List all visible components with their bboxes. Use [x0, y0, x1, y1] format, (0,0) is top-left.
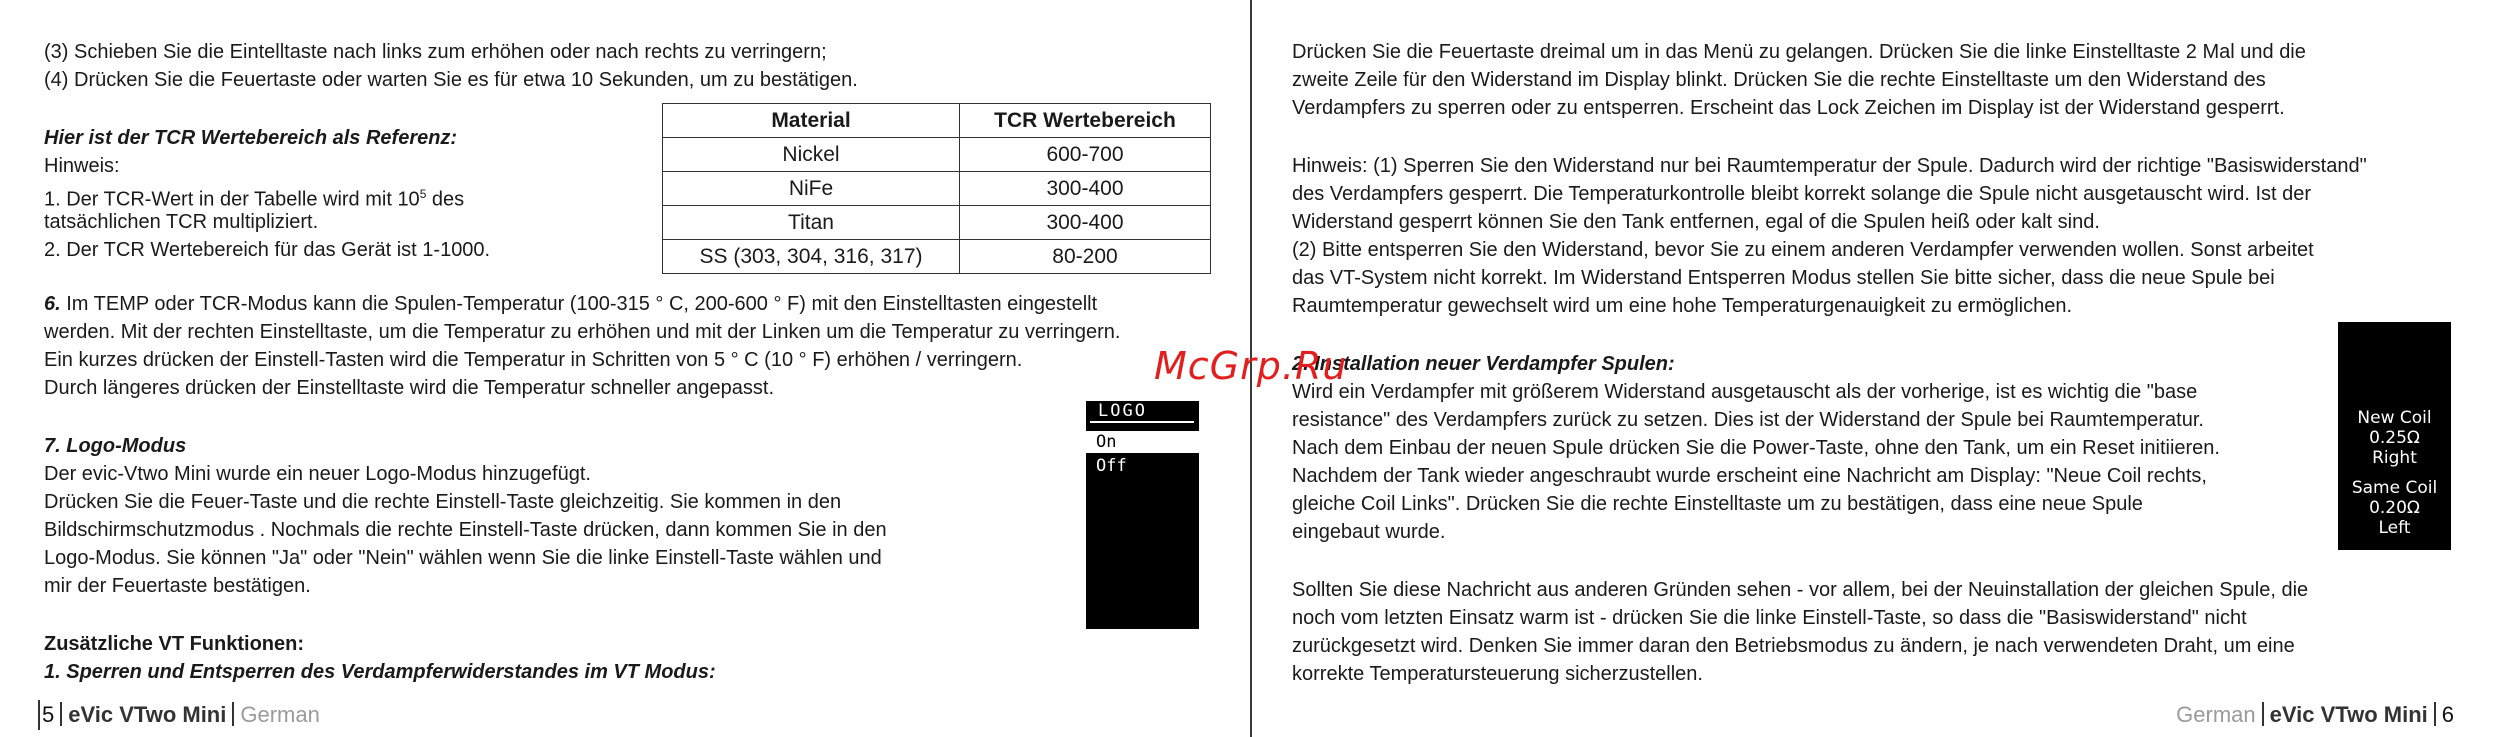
tcr-heading: Hier ist der TCR Wertebereich als Referenz: [44, 127, 458, 149]
final-line-4: korrekte Temperatursteuerung sicherzustellen. [1292, 663, 1703, 685]
install-heading: 2. Installation neuer Verdampfer Spulen: [1292, 353, 1675, 375]
intro-line-3: Verdampfers zu sperren oder zu entsperren. Erscheint das Lock Zeichen im Display ist der Widerstand gesperrt. [1292, 97, 2285, 119]
same-coil-side: Left [2378, 518, 2411, 538]
hint-line-2: des Verdampfers gesperrt. Die Temperaturkontrolle bleibt korrekt solange die Spule nicht ausgetauscht wird. Ist der [1292, 183, 2312, 205]
table-cell-tcr: 600-700 [960, 138, 1211, 172]
table-cell-material: SS (303, 304, 316, 317) [663, 240, 960, 274]
same-coil-block [2338, 478, 2451, 538]
page-number-5: 5 [42, 702, 55, 727]
new-coil-side: Right [2372, 448, 2417, 468]
hint-line-4: (2) Bitte entsperren Sie den Widerstand, bevor Sie zu einem anderen Verdampfer verwenden wollen. Sonst arbeitet [1292, 239, 2314, 261]
footer-language: German [240, 702, 320, 727]
section-6-line-2: werden. Mit der rechten Einstelltaste, um die Temperatur zu erhöhen und mit der Linken um die Temperatur zu verringern. [44, 321, 1121, 343]
logo-mode-line-3: Bildschirmschutzmodus . Nochmals die rechte Einstell-Taste drücken, dann kommen Sie in den [44, 519, 887, 541]
footer-separator [2262, 702, 2264, 726]
hint-1-text: 1. Der TCR-Wert in der Tabelle wird mit 10 [44, 188, 420, 211]
same-coil-value: 0.20Ω [2369, 498, 2420, 518]
hint-label: Hinweis: [44, 155, 120, 177]
footer-left [42, 700, 320, 730]
logo-mode-line-4: Logo-Modus. Sie können "Ja" oder "Nein" wählen wenn Sie die linke Einstell-Taste wählen und [44, 547, 882, 569]
install-line-4: Nachdem der Tank wieder angeschraubt wurde erscheint eine Nachricht am Display: "Neue Coil rechts, [1292, 465, 2207, 487]
intro-line-2: zweite Zeile für den Widerstand im Display blinkt. Drücken Sie die rechte Einstelltaste um den Widerstand des [1292, 69, 2266, 91]
coil-reset-screen-image [2338, 322, 2451, 550]
footer-title: eVic VTwo Mini [68, 702, 227, 727]
hint-line-5: das VT-System nicht korrekt. Im Widerstand Entsperren Modus stellen Sie bitte sicher, dass die neue Spule bei [1292, 267, 2275, 289]
right-page [1250, 0, 2494, 737]
step-3-text: (3) Schieben Sie die Eintelltaste nach links zum erhöhen oder nach rechts zu verringern; [44, 41, 827, 63]
footer-separator [60, 702, 62, 726]
table-row [663, 240, 1211, 274]
logo-mode-heading: 7. Logo-Modus [44, 435, 187, 457]
logo-screen-header: LOGO [1090, 401, 1194, 423]
step-4-text: (4) Drücken Sie die Feuertaste oder warten Sie es für etwa 10 Sekunden, um zu bestätigen. [44, 69, 858, 91]
logo-screen-option-on: On [1086, 431, 1199, 453]
footer-right [2176, 700, 2454, 730]
table-row [663, 206, 1211, 240]
table-cell-tcr: 300-400 [960, 172, 1211, 206]
install-line-3: Nach dem Einbau der neuen Spule drücken Sie die Power-Taste, ohne den Tank, um ein Reset initiieren. [1292, 437, 2220, 459]
install-line-6: eingebaut wurde. [1292, 521, 1446, 543]
hint-line-6: Raumtemperatur gewechselt wird um eine hohe Temperaturgenauigkeit zu ermöglichen. [1292, 295, 2073, 317]
new-coil-value: 0.25Ω [2369, 428, 2420, 448]
table-cell-tcr: 300-400 [960, 206, 1211, 240]
section-6-number: 6. [44, 293, 61, 315]
section-6-text: Im TEMP oder TCR-Modus kann die Spulen-Temperatur (100-315 ° C, 200-600 ° F) mit den Einstelltasten eingestellt [60, 293, 1098, 315]
watermark: McGrp.Ru [1154, 344, 1348, 388]
new-coil-block [2338, 408, 2451, 468]
same-coil-label: Same Coil [2351, 478, 2438, 498]
final-line-1: Sollten Sie diese Nachricht aus anderen Gründen sehen - vor allem, bei der Neuinstallation der gleichen Spule, die [1292, 579, 2309, 601]
logo-screen-option-off: Off [1096, 456, 1127, 476]
final-line-2: noch vom letzten Einsatz warm ist - drücken Sie die linke Einstell-Taste, so dass die "Basiswiderstand" nicht [1292, 607, 2247, 629]
footer-title: eVic VTwo Mini [2269, 702, 2428, 727]
intro-line-1: Drücken Sie die Feuertaste dreimal um in das Menü zu gelangen. Drücken Sie die linke Einstelltaste 2 Mal und die [1292, 41, 2306, 63]
tcr-table [662, 103, 1211, 274]
section-6-line-3: Ein kurzes drücken der Einstell-Tasten wird die Temperatur in Schritten von 5 ° C (10 ° F) erhöhen / verringern. [44, 349, 1023, 371]
vt-functions-heading: Zusätzliche VT Funktionen: [44, 633, 305, 655]
hint-1-superscript: 5 [419, 187, 427, 201]
table-header-tcr: TCR Wertebereich [960, 104, 1211, 138]
page-number-6: 6 [2441, 702, 2454, 727]
logo-mode-line-2: Drücken Sie die Feuer-Taste und die rechte Einstell-Taste gleichzeitig. Sie kommen in den [44, 491, 842, 513]
install-line-1: Wird ein Verdampfer mit größerem Widerstand ausgetauscht als der vorherige, ist es wichtig die "base [1292, 381, 2198, 403]
final-line-3: zurückgesetzt wird. Denken Sie immer daran den Betriebsmodus zu ändern, je nach verwendeten Draht, um eine [1292, 635, 2295, 657]
table-row [663, 138, 1211, 172]
install-line-5: gleiche Coil Links". Drücken Sie die rechte Einstelltaste um zu bestätigen, dass eine neue Spule [1292, 493, 2143, 515]
table-header-material: Material [663, 104, 960, 138]
footer-separator [2434, 702, 2436, 726]
hint-2: 2. Der TCR Wertebereich für das Gerät ist 1-1000. [44, 239, 491, 261]
table-cell-material: Titan [663, 206, 960, 240]
footer-language: German [2176, 702, 2256, 727]
logo-mode-line-1: Der evic-Vtwo Mini wurde ein neuer Logo-Modus hinzugefügt. [44, 463, 591, 485]
footer-separator [232, 702, 234, 726]
table-header-row [663, 104, 1211, 138]
logo-mode-screen-image [1086, 401, 1199, 629]
table-cell-tcr: 80-200 [960, 240, 1211, 274]
section-6-line-1 [44, 290, 1097, 318]
logo-mode-line-5: mir der Feuertaste bestätigen. [44, 575, 311, 597]
section-6-line-4: Durch längeres drücken der Einstelltaste wird die Temperatur schneller angepasst. [44, 377, 775, 399]
table-cell-material: Nickel [663, 138, 960, 172]
hint-line-1: Hinweis: (1) Sperren Sie den Widerstand nur bei Raumtemperatur der Spule. Dadurch wird der richtige "Basiswiderstand" [1292, 155, 2367, 177]
hint-1-suffix: des [426, 188, 465, 211]
vt-lock-subheading: 1. Sperren und Entsperren des Verdampferwiderstandes im VT Modus: [44, 661, 716, 683]
table-row [663, 172, 1211, 206]
table-cell-material: NiFe [663, 172, 960, 206]
install-line-2: resistance" des Verdampfers zurück zu setzen. Dies ist der Widerstand der Spule bei Raumtemperatur. [1292, 409, 2204, 431]
new-coil-label: New Coil [2357, 408, 2432, 428]
hint-1-continued: tatsächlichen TCR multipliziert. [44, 211, 319, 233]
hint-line-3: Widerstand gesperrt können Sie den Tank entfernen, egal of die Spulen heiß oder kalt sind. [1292, 211, 2100, 233]
footer-left-rule [38, 700, 40, 730]
